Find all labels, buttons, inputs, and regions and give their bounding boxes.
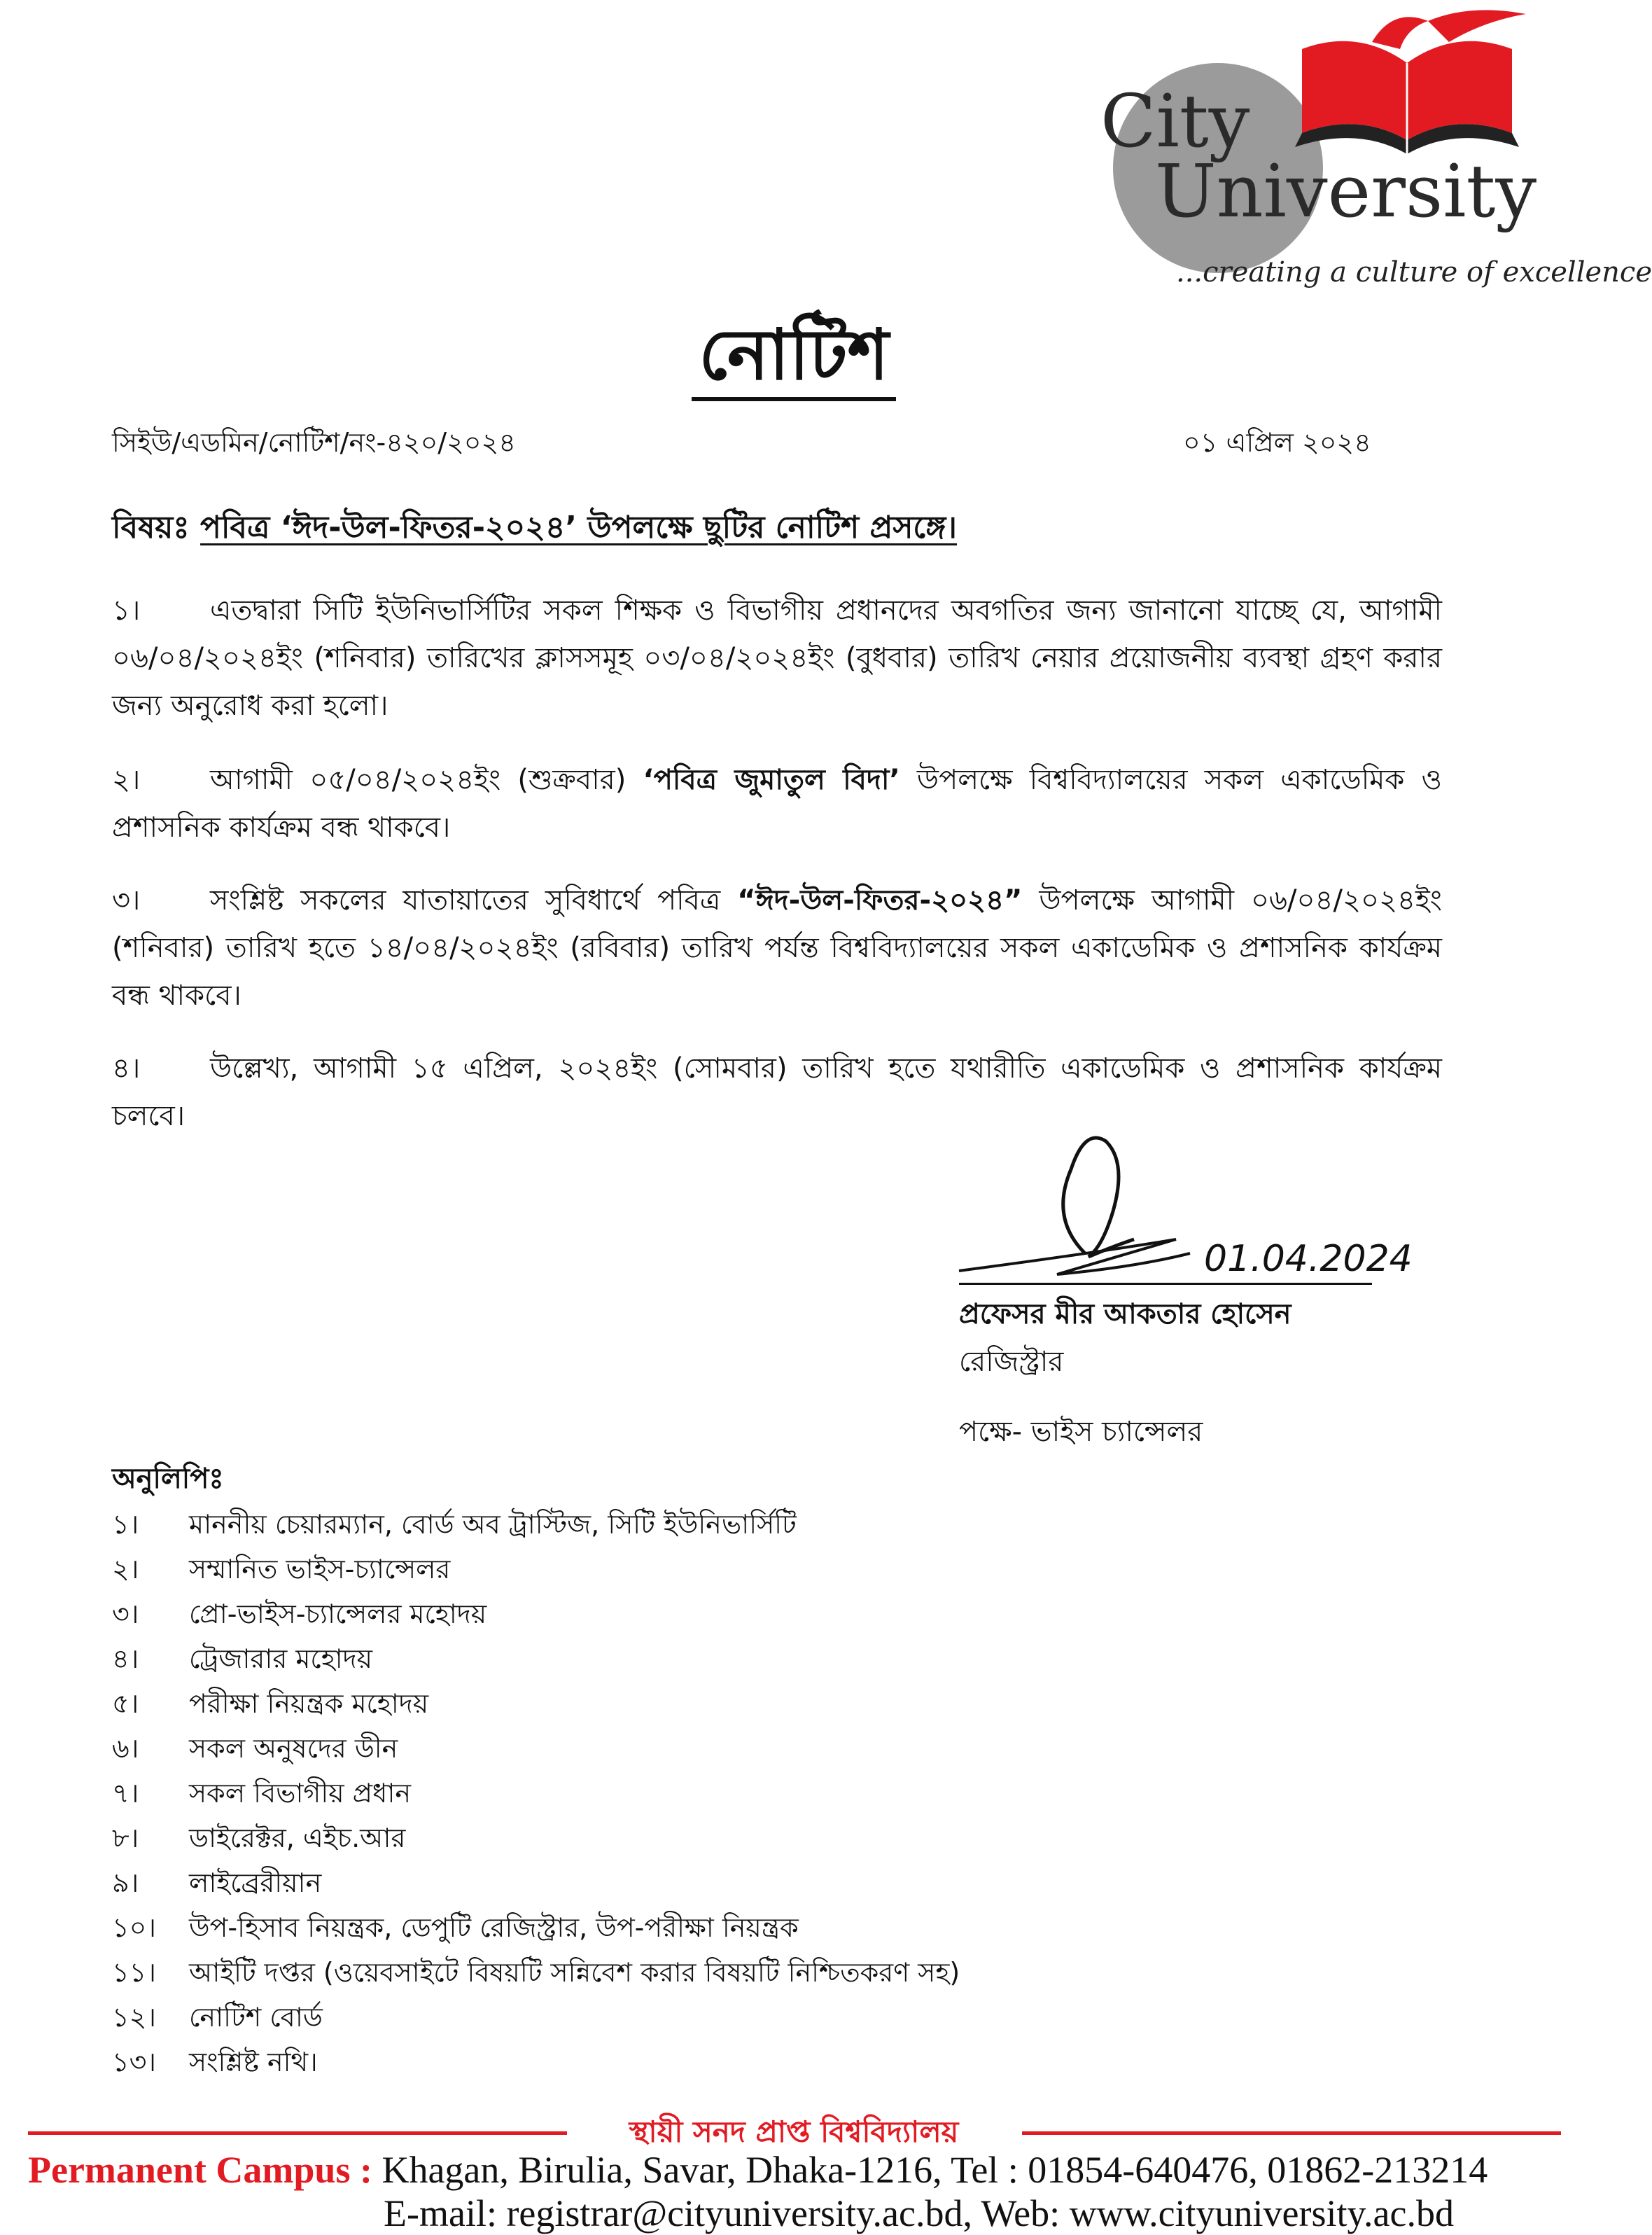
notice-title-text: নোটিশ bbox=[692, 314, 896, 401]
paragraph-text-pre: আগামী ০৫/০৪/২০২৪ইং (শুক্রবার) bbox=[210, 764, 643, 796]
copy-item-text: পরীক্ষা নিয়ন্ত্রক মহোদয় bbox=[189, 1688, 429, 1719]
copy-item-number: ৩। bbox=[112, 1599, 139, 1629]
copy-item-number: ৫। bbox=[112, 1688, 139, 1719]
university-logo bbox=[1078, 0, 1652, 308]
copy-item-number: ৮। bbox=[112, 1823, 139, 1853]
copy-item-text: প্রো-ভাইস-চ্যান্সেলর মহোদয় bbox=[189, 1599, 487, 1629]
paragraph-text-bold: ‘পবিত্র জুমাতুল বিদা’ bbox=[643, 764, 900, 796]
logo-text-city: City bbox=[1100, 78, 1250, 164]
copy-item bbox=[112, 1862, 321, 1907]
signature-line bbox=[959, 1283, 1372, 1285]
copy-item-number: ১। bbox=[112, 1509, 139, 1540]
copy-item-text: সম্মানিত ভাইস-চ্যান্সেলর bbox=[189, 1554, 451, 1585]
copy-item-text: আইটি দপ্তর (ওয়েবসাইটে বিষয়টি সন্নিবেশ করার বিষয়টি নিশ্চিতকরণ সহ) bbox=[189, 1957, 960, 1988]
footer-accreditation: স্থায়ী সনদ প্রাপ্ত বিশ্ববিদ্যালয় bbox=[629, 2115, 959, 2149]
copy-item-text: সকল বিভাগীয় প্রধান bbox=[189, 1778, 412, 1809]
logo-tagline: ...creating a culture of excellence bbox=[1176, 256, 1652, 288]
copy-item-text: উপ-হিসাব নিয়ন্ত্রক, ডেপুটি রেজিস্ট্রার, উপ-পরীক্ষা নিয়ন্ত্রক bbox=[189, 1912, 799, 1943]
copy-item-text: ট্রেজারার মহোদয় bbox=[189, 1643, 373, 1674]
copy-item-number: ২। bbox=[112, 1554, 139, 1585]
footer-contact: E-mail: registrar@cityuniversity.ac.bd, Web: www.cityuniversity.ac.bd bbox=[384, 2192, 1454, 2234]
copy-item-number: ৬। bbox=[112, 1733, 139, 1764]
paragraph-2 bbox=[112, 756, 1442, 851]
copy-item bbox=[112, 1683, 428, 1728]
footer-campus-label: Permanent Campus : bbox=[28, 2149, 372, 2191]
handwritten-signature bbox=[952, 1106, 1413, 1295]
paragraph-text: উল্লেখ্য, আগামী ১৫ এপ্রিল, ২০২৪ইং (সোমবার) তারিখ হতে যথারীতি একাডেমিক ও প্রশাসনিক কার্যক্রম চলবে। bbox=[112, 1052, 1442, 1132]
copy-item bbox=[112, 1594, 486, 1638]
copy-item bbox=[112, 1728, 398, 1773]
paragraph-text-post: উপলক্ষে আগামী ০৬/০৪/২০২৪ইং (শনিবার) তারিখ হতে ১৪/০৪/২০২৪ইং (রবিবার) তারিখ পর্যন্ত বিশ্ববিদ্যালয়ের সকল একাডেমিক ও প্রশাসনিক কার্যক্রম বন্ধ থাকবে। bbox=[112, 884, 1442, 1012]
paragraph-number: ১। bbox=[112, 594, 141, 627]
copy-item-text: সকল অনুষদের ডীন bbox=[189, 1733, 398, 1764]
copy-item bbox=[112, 1638, 372, 1683]
copy-item bbox=[112, 1952, 960, 1997]
paragraph-number: ৪। bbox=[112, 1052, 141, 1085]
copy-item-number: ১২। bbox=[112, 2002, 156, 2033]
on-behalf-of: পক্ষে- ভাইস চ্যান্সেলর bbox=[959, 1416, 1203, 1448]
signature-date: 01.04.2024 bbox=[1204, 1238, 1413, 1280]
copy-item bbox=[112, 1907, 799, 1952]
paragraph-3 bbox=[112, 877, 1442, 1019]
copy-item bbox=[112, 1549, 450, 1594]
copy-label: অনুলিপিঃ bbox=[112, 1463, 224, 1495]
footer-address bbox=[28, 2148, 1488, 2192]
copy-item-number: ১১। bbox=[112, 1957, 156, 1988]
copy-item-number: ৭। bbox=[112, 1778, 139, 1809]
subject-line bbox=[112, 504, 957, 555]
copy-item-number: ১০। bbox=[112, 1912, 156, 1943]
copy-item-number: ৪। bbox=[112, 1643, 139, 1674]
copy-item-text: লাইব্রেরীয়ান bbox=[189, 1867, 322, 1898]
paragraph-text: এতদ্বারা সিটি ইউনিভার্সিটির সকল শিক্ষক ও বিভাগীয় প্রধানদের অবগতির জন্য জানানো যাচ্ছে যে, আগামী ০৬/০৪/২০২৪ইং (শনিবার) তারিখের ক্লাসসমূহ ০৩/০৪/২০২৪ইং (বুধবার) তারিখ নেয়ার প্রয়োজনীয় ব্যবস্থা গ্রহণ করার জন্য অনুরোধ করা হলো। bbox=[112, 594, 1442, 722]
copy-item bbox=[112, 1818, 405, 1862]
signatory-name: প্রফেসর মীর আকতার হোসেন bbox=[959, 1298, 1292, 1330]
signatory-title: রেজিস্ট্রার bbox=[959, 1346, 1064, 1378]
reference-number: সিইউ/এডমিন/নোটিশ/নং-৪২০/২০২৪ bbox=[112, 427, 516, 458]
notice-date: ০১ এপ্রিল ২০২৪ bbox=[1183, 427, 1371, 458]
paragraph-number: ৩। bbox=[112, 884, 141, 917]
notice-title bbox=[0, 301, 1588, 418]
copy-item-text: নোটিশ বোর্ড bbox=[189, 2002, 323, 2033]
subject-label: বিষয়ঃ bbox=[112, 510, 190, 545]
copy-item-number: ১৩। bbox=[112, 2047, 156, 2077]
copy-item bbox=[112, 1997, 323, 2042]
footer-campus-address: Khagan, Birulia, Savar, Dhaka-1216, Tel : 01854-640476, 01862-213214 bbox=[372, 2149, 1488, 2191]
copy-item bbox=[112, 1504, 797, 1549]
copy-item-text: মাননীয় চেয়ারম্যান, বোর্ড অব ট্রাস্টিজ, সিটি ইউনিভার্সিটি bbox=[189, 1509, 797, 1540]
paragraph-text-bold: “ঈদ-উল-ফিতর-২০২৪” bbox=[737, 884, 1023, 917]
paragraph-1 bbox=[112, 587, 1442, 730]
paragraph-text-pre: সংশ্লিষ্ট সকলের যাতায়াতের সুবিধার্থে পবিত্র bbox=[210, 884, 738, 917]
copy-item bbox=[112, 2042, 318, 2087]
paragraph-text-post: উপলক্ষে বিশ্ববিদ্যালয়ের সকল একাডেমিক ও প্রশাসনিক কার্যক্রম বন্ধ থাকবে। bbox=[112, 764, 1442, 844]
copy-item-number: ৯। bbox=[112, 1867, 139, 1898]
copy-item-text: ডাইরেক্টর, এইচ.আর bbox=[189, 1823, 406, 1853]
subject-text: পবিত্র ‘ঈদ-উল-ফিতর-২০২৪’ উপলক্ষে ছুটির নোটিশ প্রসঙ্গে। bbox=[200, 510, 958, 545]
copy-item bbox=[112, 1773, 411, 1818]
paragraph-number: ২। bbox=[112, 764, 141, 796]
logo-text-university: University bbox=[1155, 148, 1537, 234]
copy-item-text: সংশ্লিষ্ট নথি। bbox=[189, 2047, 318, 2077]
